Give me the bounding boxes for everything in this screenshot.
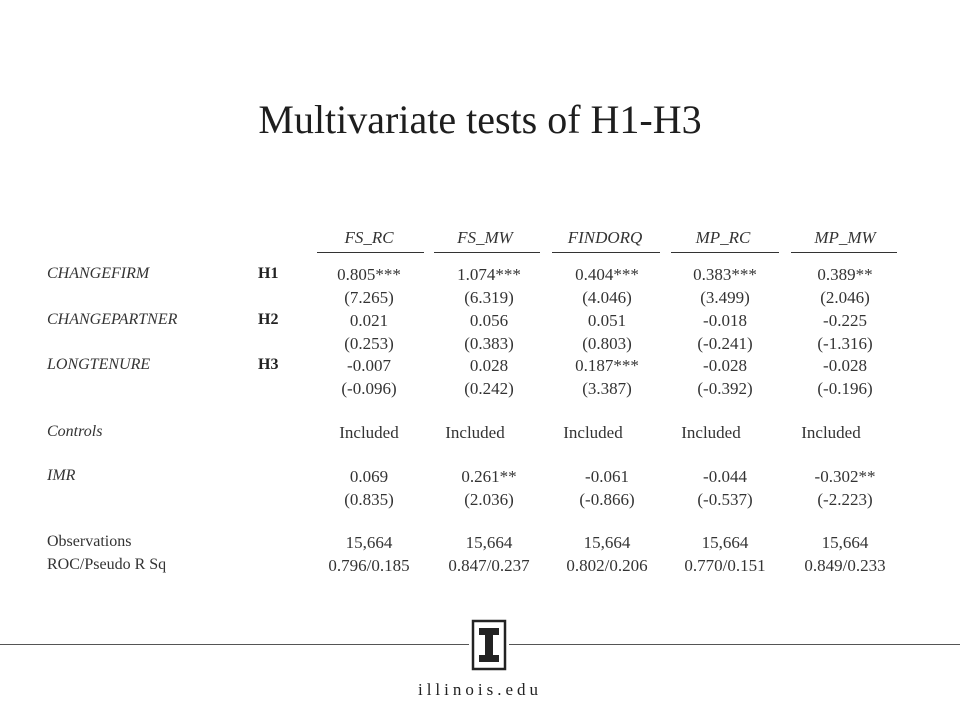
controls-cell: Included [339,423,399,442]
controls-cell: Included [681,423,741,442]
t-stat-cell: (-1.316) [817,334,873,353]
observations-cell: 15,664 [821,533,869,552]
university-logo [469,618,509,672]
t-stat-cell: (0.253) [344,334,394,353]
column-header-findorq: FINDORQ [567,228,643,247]
column-rule [317,252,424,253]
roc-cell: 0.847/0.237 [448,556,530,575]
row-label-changefirm: CHANGEFIRM [47,265,150,282]
roc-cell: 0.849/0.233 [804,556,886,575]
coef-cell: -0.302** [814,467,876,486]
row-label-roc: ROC/Pseudo R Sq [47,556,167,573]
hypothesis-label: H2 [258,311,279,328]
t-stat-cell: (-0.866) [579,490,635,509]
t-stat-cell: (2.046) [820,288,870,307]
coef-cell: -0.061 [585,467,629,486]
coef-cell: 0.021 [349,311,389,330]
t-stat-cell: (7.265) [344,288,394,307]
t-stat-cell: (0.803) [582,334,632,353]
roc-cell: 0.796/0.185 [328,556,410,575]
coef-cell: -0.028 [703,356,747,375]
t-stat-cell: (-0.537) [697,490,753,509]
coef-cell: 0.187*** [575,356,639,375]
coef-cell: 0.051 [587,311,627,330]
slide-title: Multivariate tests of H1-H3 [258,97,702,142]
row-label-observations: Observations [47,533,132,550]
observations-cell: 15,664 [465,533,513,552]
coef-cell: -0.044 [703,467,747,486]
coef-cell: 0.389** [817,265,873,284]
t-stat-cell: (3.387) [582,379,632,398]
t-stat-cell: (6.319) [464,288,514,307]
hypothesis-label: H3 [258,356,279,373]
coef-cell: 0.383*** [693,265,757,284]
t-stat-cell: (-0.196) [817,379,873,398]
row-label-changepartner: CHANGEPARTNER [47,311,178,328]
coef-cell: 0.805*** [337,265,401,284]
t-stat-cell: (4.046) [582,288,632,307]
t-stat-cell: (-0.096) [341,379,397,398]
column-header-mp-rc: MP_RC [695,228,751,247]
observations-cell: 15,664 [345,533,393,552]
coef-cell: 1.074*** [457,265,521,284]
coef-cell: 0.028 [469,356,509,375]
coef-cell: 0.261** [461,467,517,486]
t-stat-cell: (2.036) [464,490,514,509]
t-stat-cell: (-2.223) [817,490,873,509]
row-label-longtenure: LONGTENURE [47,356,151,373]
coef-cell: -0.225 [823,311,867,330]
coef-cell: -0.028 [823,356,867,375]
t-stat-cell: (0.835) [344,490,394,509]
column-rule [671,252,779,253]
t-stat-cell: (-0.392) [697,379,753,398]
row-label-imr: IMR [47,467,76,484]
controls-cell: Included [801,423,861,442]
block-i-logo-icon [469,618,509,672]
controls-cell: Included [563,423,623,442]
t-stat-cell: (-0.241) [697,334,753,353]
coef-cell: -0.007 [347,356,391,375]
observations-cell: 15,664 [701,533,749,552]
column-rule [434,252,540,253]
column-header-mp-mw: MP_MW [814,228,876,247]
hypothesis-label: H1 [258,265,279,282]
coef-cell: -0.018 [703,311,747,330]
roc-cell: 0.802/0.206 [566,556,648,575]
column-header-fs-rc: FS_RC [344,228,394,247]
column-header-fs-mw: FS_MW [457,228,513,247]
coef-cell: 0.056 [469,311,509,330]
row-label-controls: Controls [47,423,103,440]
observations-cell: 15,664 [583,533,631,552]
column-rule [552,252,660,253]
t-stat-cell: (0.242) [464,379,514,398]
coef-cell: 0.069 [349,467,389,486]
column-rule [791,252,897,253]
t-stat-cell: (3.499) [700,288,750,307]
roc-cell: 0.770/0.151 [684,556,766,575]
t-stat-cell: (0.383) [464,334,514,353]
site-url: illinois.edu [417,680,543,699]
coef-cell: 0.404*** [575,265,639,284]
controls-cell: Included [445,423,505,442]
